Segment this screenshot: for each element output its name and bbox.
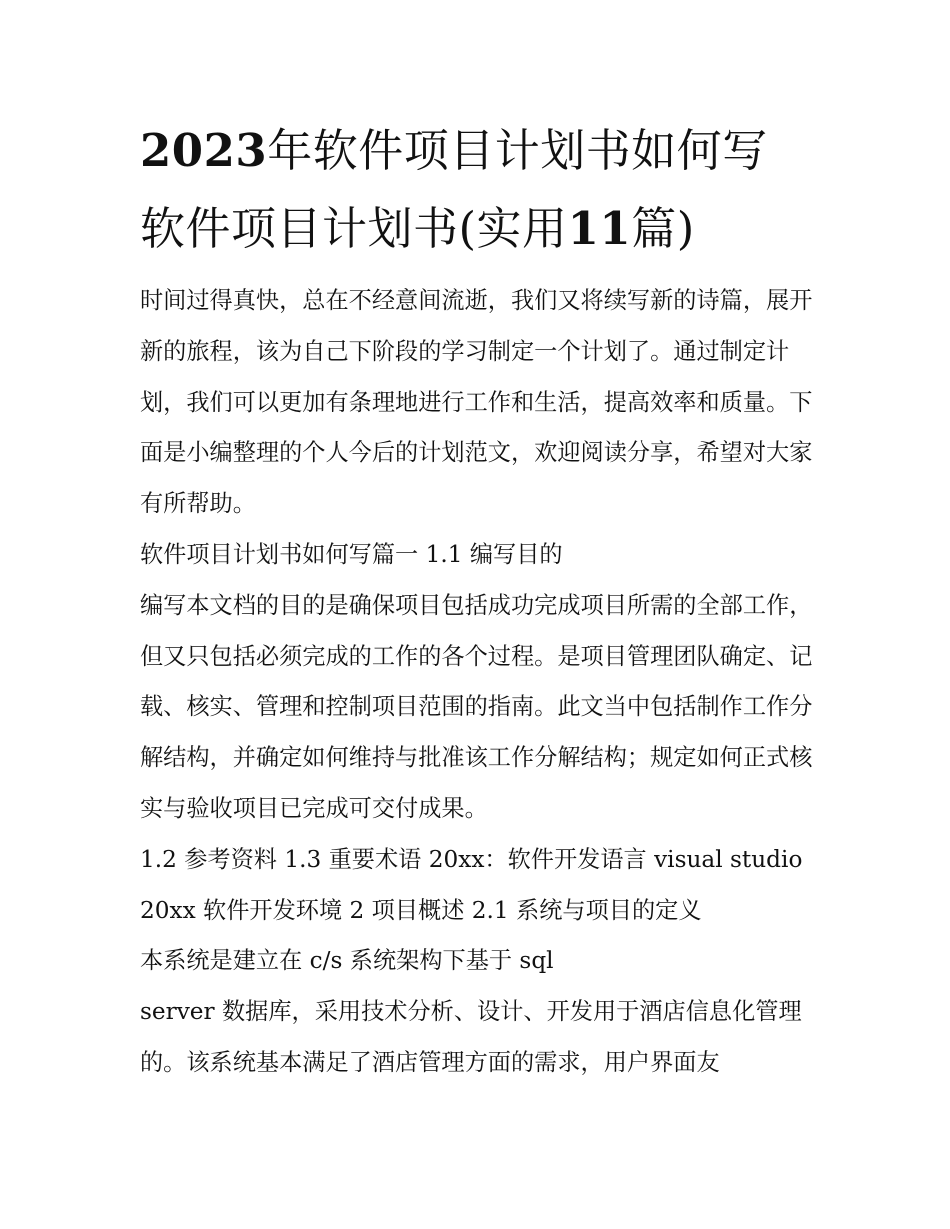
title-line-1: [140, 112, 820, 190]
document-body: [140, 276, 820, 1089]
environment-line: 20xx 软件开发环境 2 项目概述 2.1 系统与项目的定义: [140, 896, 702, 924]
title-line-2: [140, 190, 820, 268]
system-line: 本系统是建立在 c/s 系统架构下基于 sql: [140, 947, 554, 975]
section-heading: 软件项目计划书如何写篇一 1.1 编写目的: [140, 540, 563, 568]
document-page: [140, 112, 820, 1089]
document-title: [140, 112, 820, 268]
intro-paragraph: 时间过得真快，总在不经意间流逝，我们又将续写新的诗篇，展开新的旅程，该为自己下阶段的学习制定一个计划了。通过制定计划，我们可以更加有条理地进行工作和生活，提高效率和质量。下面是小编整理的个人今后的计划范文，欢迎阅读分享，希望对大家有所帮助。: [140, 287, 813, 518]
title-line-1-text: 年软件项目计划书如何写: [267, 124, 768, 177]
title-year: 2023: [140, 124, 268, 177]
system-description-paragraph: server 数据库，采用技术分析、设计、开发用于酒店信息化管理的。该系统基本满足了酒店管理方面的需求，用户界面友: [140, 998, 802, 1076]
purpose-paragraph: 编写本文档的目的是确保项目包括成功完成项目所需的全部工作，但又只包括必须完成的工作的各个过程。是项目管理团队确定、记载、核实、管理和控制项目范围的指南。此文当中包括制作工作分解结构，并确定如何维持与批准该工作分解结构；规定如何正式核实与验收项目已完成可交付成果。: [140, 591, 813, 822]
title-line-2-text-b: 篇): [631, 202, 695, 255]
title-line-2-text-a: 软件项目计划书(实用: [140, 202, 568, 255]
references-line: 1.2 参考资料 1.3 重要术语 20xx：软件开发语言 visual studio: [140, 845, 803, 873]
title-count: 11: [567, 202, 632, 255]
